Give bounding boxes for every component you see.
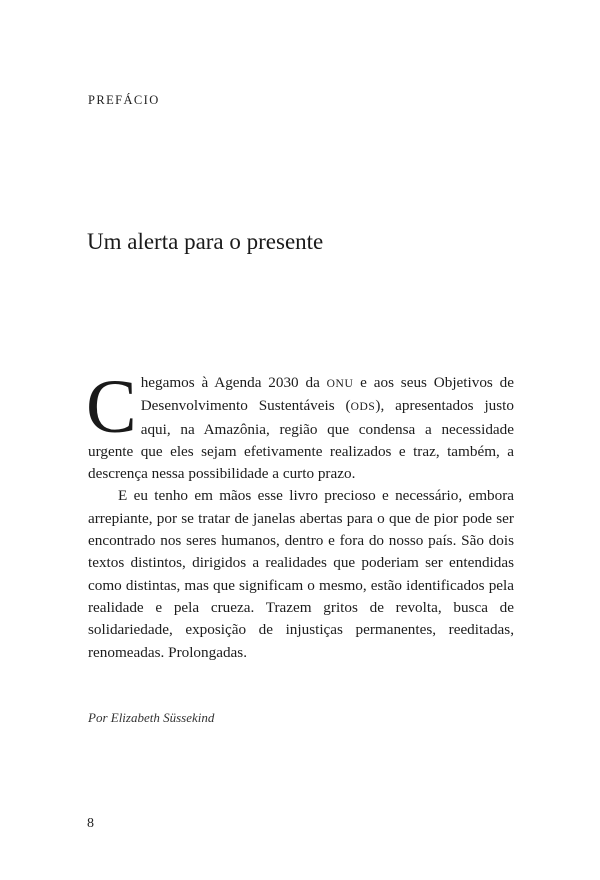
abbr-onu: ONU <box>326 378 354 390</box>
abbr-ods: ODS <box>350 401 376 414</box>
page-number: 8 <box>87 816 94 831</box>
paragraph-1-text: hegamos à Agenda 2030 da <box>140 374 327 391</box>
section-label: PREFÁCIO <box>88 93 160 107</box>
paragraph-2: E eu tenho em mãos esse livro precioso e necessário, embora arrepiante, por se tratar de janelas abertas para o que de pior pode ser encontrado nos seres humanos, dentro e fora do nosso país. São dois textos distintos, dirigidos a realidades que poderiam ser entendidas como distintas, mas que significam o mesmo, estão identificados pela realidade e pela crueza. Trazem gritos de revolta, busca de solidariedade, exposição de injustiças permanentes, reeditadas, renomeadas. Prolongadas. <box>88 487 514 661</box>
paragraph-1 <box>86 365 514 485</box>
chapter-title: Um alerta para o presente <box>87 229 324 254</box>
author-byline: Por Elizabeth Süssekind <box>88 710 215 725</box>
paragraph-1-text: ), apresentados justo aqui, na Amazônia, região que condensa a necessidade urgente que eles sejam efetivamente realizados e traz, também, a descrença nessa possibilidade a curto prazo. <box>88 397 514 483</box>
body-text <box>86 365 514 664</box>
drop-cap: C <box>86 365 137 449</box>
paragraph-1-text: e aos seus Objetivos de Desenvolvimento Sustentáveis ( <box>140 374 514 415</box>
